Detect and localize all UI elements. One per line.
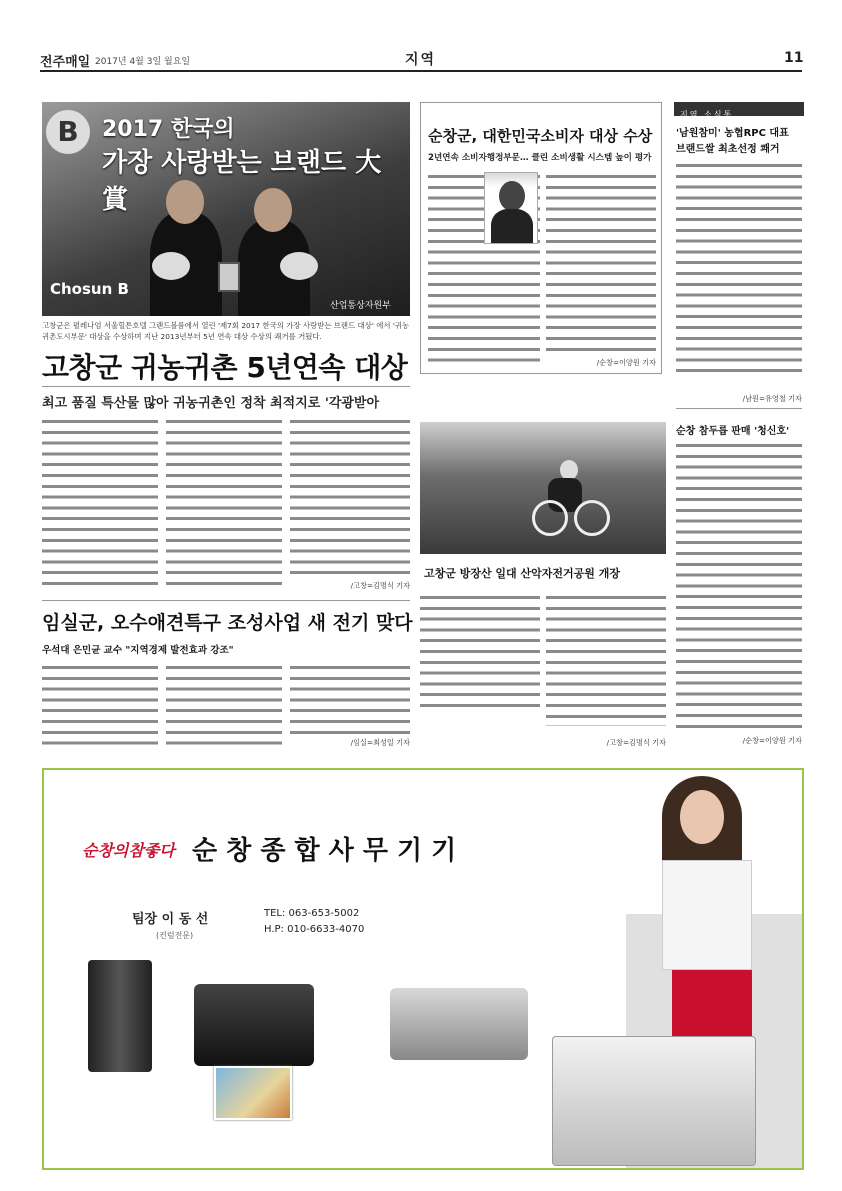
award-plaque xyxy=(218,262,240,292)
portrait-photo xyxy=(484,172,538,244)
person-right-head xyxy=(254,188,292,232)
sidebar-rule xyxy=(676,408,802,409)
banner-line-1: 2017 한국의 xyxy=(102,117,235,142)
issue-date: 2017년 4월 3일 월요일 xyxy=(95,57,191,67)
banner-ministry: 산업통상자원부 xyxy=(330,301,391,311)
lead-byline: /고창=김명식 기자 xyxy=(350,581,410,590)
imsil-col-2 xyxy=(166,662,282,748)
printed-photo-image xyxy=(214,1066,292,1120)
office-equipment-ad xyxy=(42,768,804,1170)
lead-body-col-2 xyxy=(166,416,282,594)
lead-body-col-1 xyxy=(42,416,158,594)
flowers-body xyxy=(676,440,802,748)
bike-park-caption: 고창군 방장산 일대 산악자전거공원 개장 xyxy=(424,567,620,580)
lead-subheadline: 최고 품질 특산물 많아 귀농귀촌인 정착 최적지로 '각광받아 xyxy=(42,396,380,411)
desktop-pc-image xyxy=(88,960,152,1072)
ad-title: 순 창 종 합 사 무 기 기 xyxy=(192,836,457,866)
laminator-image xyxy=(390,988,528,1060)
photo-printer-image xyxy=(194,984,314,1066)
sidebar-kicker-label: 지역 소식통 xyxy=(680,110,734,119)
bouquet-left xyxy=(152,252,190,280)
ad-tel: TEL: 063-653-5002 xyxy=(264,908,360,919)
imsil-top-rule xyxy=(42,600,410,601)
person-left-head xyxy=(166,180,204,224)
imsil-byline: /임실=최성일 기자 xyxy=(350,738,410,747)
newspaper-name: 전주매일 xyxy=(40,55,91,70)
sunchang-award-headline: 순창군, 대한민국소비자 대상 수상 xyxy=(428,127,653,145)
sidebar-kicker xyxy=(674,102,804,119)
lead-headline: 고창군 귀농귀촌 5년연속 대상 xyxy=(42,351,408,384)
lead-rule xyxy=(42,386,410,387)
sunchang-award-col-2 xyxy=(546,171,656,355)
sidebar-headline-1: '남원참미' 농협RPC 대표 xyxy=(676,128,789,139)
flowers-headline: 순창 참두릅 판매 '청신호' xyxy=(676,426,790,437)
sidebar-headline-2: 브랜드쌀 최초선정 쾌거 xyxy=(676,144,780,155)
banner-line-2: 가장 사랑받는 브랜드 大賞 xyxy=(102,148,382,215)
award-ceremony-photo xyxy=(42,102,410,316)
sidebar-body xyxy=(676,160,802,382)
imsil-col-3 xyxy=(290,662,410,736)
bike-park-byline: /고창=김명식 기자 xyxy=(606,738,666,747)
page-number: 11 xyxy=(784,50,804,66)
ad-logo: 순창의참좋다 xyxy=(82,841,175,860)
lead-body-col-3 xyxy=(290,416,410,578)
mountain-bike-photo xyxy=(420,422,666,554)
sunchang-award-byline: /순창=이양원 기자 xyxy=(596,358,656,367)
copier-image xyxy=(552,1036,756,1166)
ad-manager: 팀장 이 동 선 xyxy=(132,912,209,927)
imsil-headline: 임실군, 오수애견특구 조성사업 새 전기 맞다 xyxy=(42,612,413,634)
bike-park-col-1 xyxy=(420,592,540,714)
sunchang-award-subheadline: 2년연속 소비자행정부문… 클린 소비생활 시스템 높이 평가 xyxy=(428,153,652,163)
brand-logo: B xyxy=(46,110,90,154)
bike-park-col-2 xyxy=(546,592,666,740)
bouquet-right xyxy=(280,252,318,280)
imsil-col-1 xyxy=(42,662,158,748)
section-title: 지역 xyxy=(405,52,437,68)
imsil-subheadline: 우석대 은민균 교수 "지역경제 발전효과 강조" xyxy=(42,645,234,656)
ad-manager-sub: (컨럼전문) xyxy=(156,931,194,940)
flowers-byline: /순창=이양원 기자 xyxy=(742,736,802,745)
lead-photo-caption: 고창군은 펄레나엄 서울힐튼호텔 그랜드볼룸에서 열린 '제7회 2017 한국의 가장 사랑받는 브랜드 대상' 에서 '귀농귀촌도시부문' 대상을 수상하며 지난 2013년부터 5년 연속 대상 수상의 쾌거를 거뒀다. xyxy=(42,321,410,341)
banner-logo: Chosun B xyxy=(50,280,129,298)
sidebar-byline: /남원=유영철 기자 xyxy=(742,394,802,403)
ad-hp: H.P: 010-6633-4070 xyxy=(264,924,365,935)
header-rule xyxy=(40,70,802,72)
